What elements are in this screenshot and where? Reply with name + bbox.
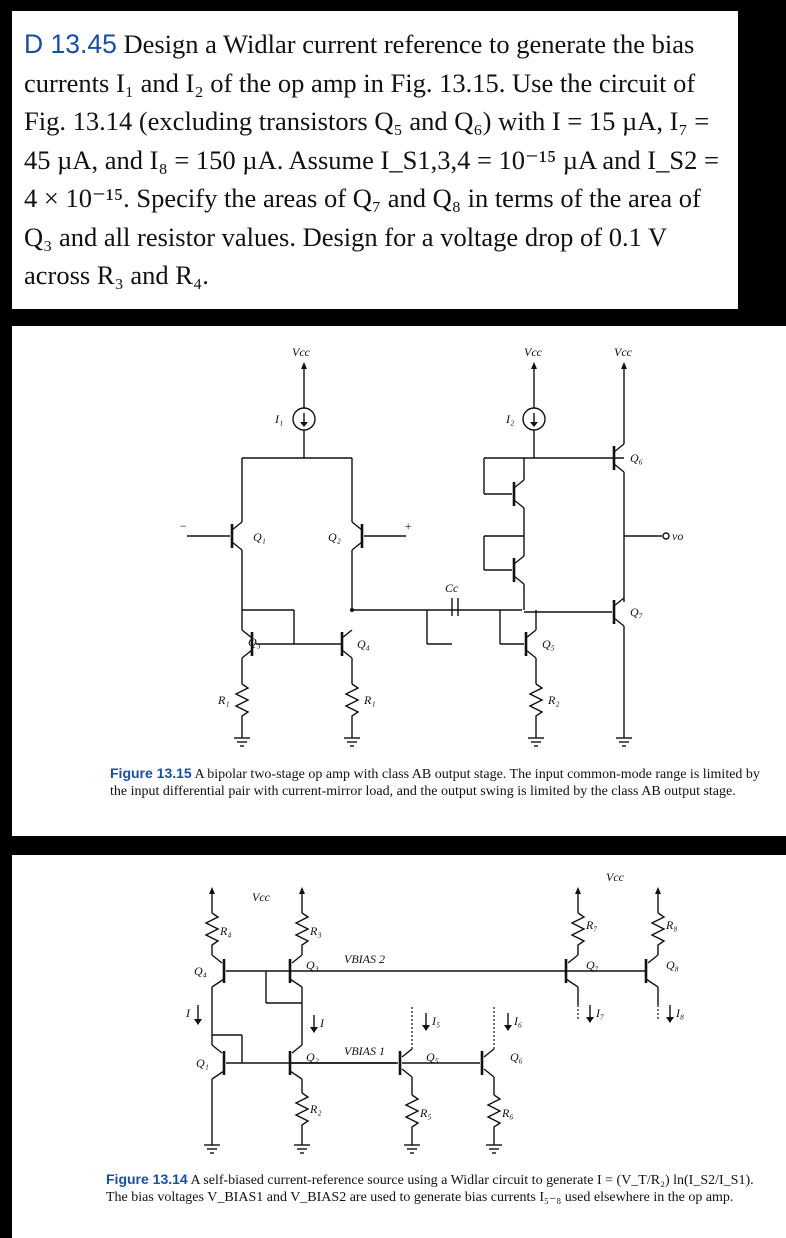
- label-r4: R₄: [220, 924, 232, 938]
- figure-13-15-label: Figure 13.15: [110, 765, 192, 781]
- label-i: I: [186, 1006, 190, 1020]
- figure-13-14-label: Figure 13.14: [106, 1171, 188, 1187]
- label-q7: Q₇: [586, 958, 599, 972]
- label-vbias2: VBIAS 2: [344, 952, 385, 966]
- label-r8: R₈: [666, 918, 678, 932]
- label-i-q2: I: [320, 1016, 324, 1030]
- figure-13-14-caption-text: A self-biased current-reference source using a Widlar circuit to generate I = (V_T/R₂) ln(I_S2/I_S1). The bias voltages V_BIAS1 and V_BIAS2 are used to generate bias currents I₅₋₈ used elsewhere in the op amp.: [106, 1173, 754, 1205]
- figure-13-15-caption-text: A bipolar two-stage op amp with class AB output stage. The input common-mode range is limited by the input differential pair with current-mirror load, and the output swing is limited by the class AB output stage.: [110, 767, 760, 799]
- problem-text: Design a Widlar current reference to generate the bias currents I₁ and I₂ of the op amp in Fig. 13.15. Use the circuit of Fig. 13.14 (excluding transistors Q₅ and Q₆) with I = 15 µA, I₇ = 45 µA, and I₈ = 150 µA. Assume I_S1,3,4 = 10⁻¹⁵ µA and I_S2 = 4 × 10⁻¹⁵. Specify the areas of Q₇ and Q₈ in terms of the area of Q₃ and all resistor values. Design for a voltage drop of 0.1 V across R₃ and R₄.: [24, 29, 719, 290]
- label-r6: R₆: [502, 1106, 514, 1120]
- problem-id: D 13.45: [24, 29, 117, 59]
- label-vcc-3: Vcc: [614, 345, 632, 359]
- label-q6: Q₆: [630, 451, 643, 465]
- label-q6: Q₆: [510, 1050, 523, 1064]
- label-q2: Q₂: [306, 1050, 319, 1064]
- label-r1-right: R₁: [364, 693, 376, 707]
- label-q3: Q₃: [306, 958, 319, 972]
- label-vcc-right: Vcc: [606, 870, 624, 884]
- label-vcc-1: Vcc: [292, 345, 310, 359]
- label-q4: Q₄: [357, 637, 370, 651]
- label-vcc-2: Vcc: [524, 345, 542, 359]
- label-r7: R₇: [586, 918, 598, 932]
- figure-13-14-panel: [12, 855, 786, 1238]
- label-q5: Q₅: [542, 637, 555, 651]
- label-q4: Q₄: [194, 964, 207, 978]
- label-r1-left: R₁: [218, 693, 230, 707]
- label-plus: +: [404, 519, 413, 533]
- label-q1: Q₁: [253, 530, 266, 544]
- figure-13-15-panel: [12, 326, 786, 836]
- label-cc: Cc: [445, 581, 459, 595]
- label-q1: Q₁: [196, 1056, 209, 1070]
- label-vo: vo: [672, 529, 684, 543]
- label-q2: Q₂: [328, 530, 341, 544]
- label-i7: I₇: [596, 1006, 605, 1020]
- problem-panel: [12, 11, 738, 309]
- figure-13-15-caption: [110, 765, 762, 800]
- label-i5: I₅: [432, 1014, 441, 1028]
- label-i6: I₆: [514, 1014, 523, 1028]
- label-q7: Q₇: [630, 605, 643, 619]
- label-q3: Q₃: [248, 635, 261, 649]
- label-q8: Q₈: [666, 958, 679, 972]
- label-r3: R₃: [310, 924, 322, 938]
- figure-13-14-caption: [106, 1171, 770, 1206]
- problem-statement: [24, 25, 730, 295]
- label-r5: R₅: [420, 1106, 432, 1120]
- label-minus: −: [179, 519, 188, 533]
- label-vcc-left: Vcc: [252, 890, 270, 904]
- label-r2: R₂: [310, 1102, 322, 1116]
- label-q5: Q₅: [426, 1050, 439, 1064]
- label-r2: R₂: [548, 693, 560, 707]
- figure-13-15-schematic: [12, 326, 786, 836]
- label-i2: I₂: [506, 412, 515, 426]
- label-vbias1: VBIAS 1: [344, 1044, 385, 1058]
- label-i8: I₈: [676, 1006, 685, 1020]
- label-i1: I₁: [275, 412, 284, 426]
